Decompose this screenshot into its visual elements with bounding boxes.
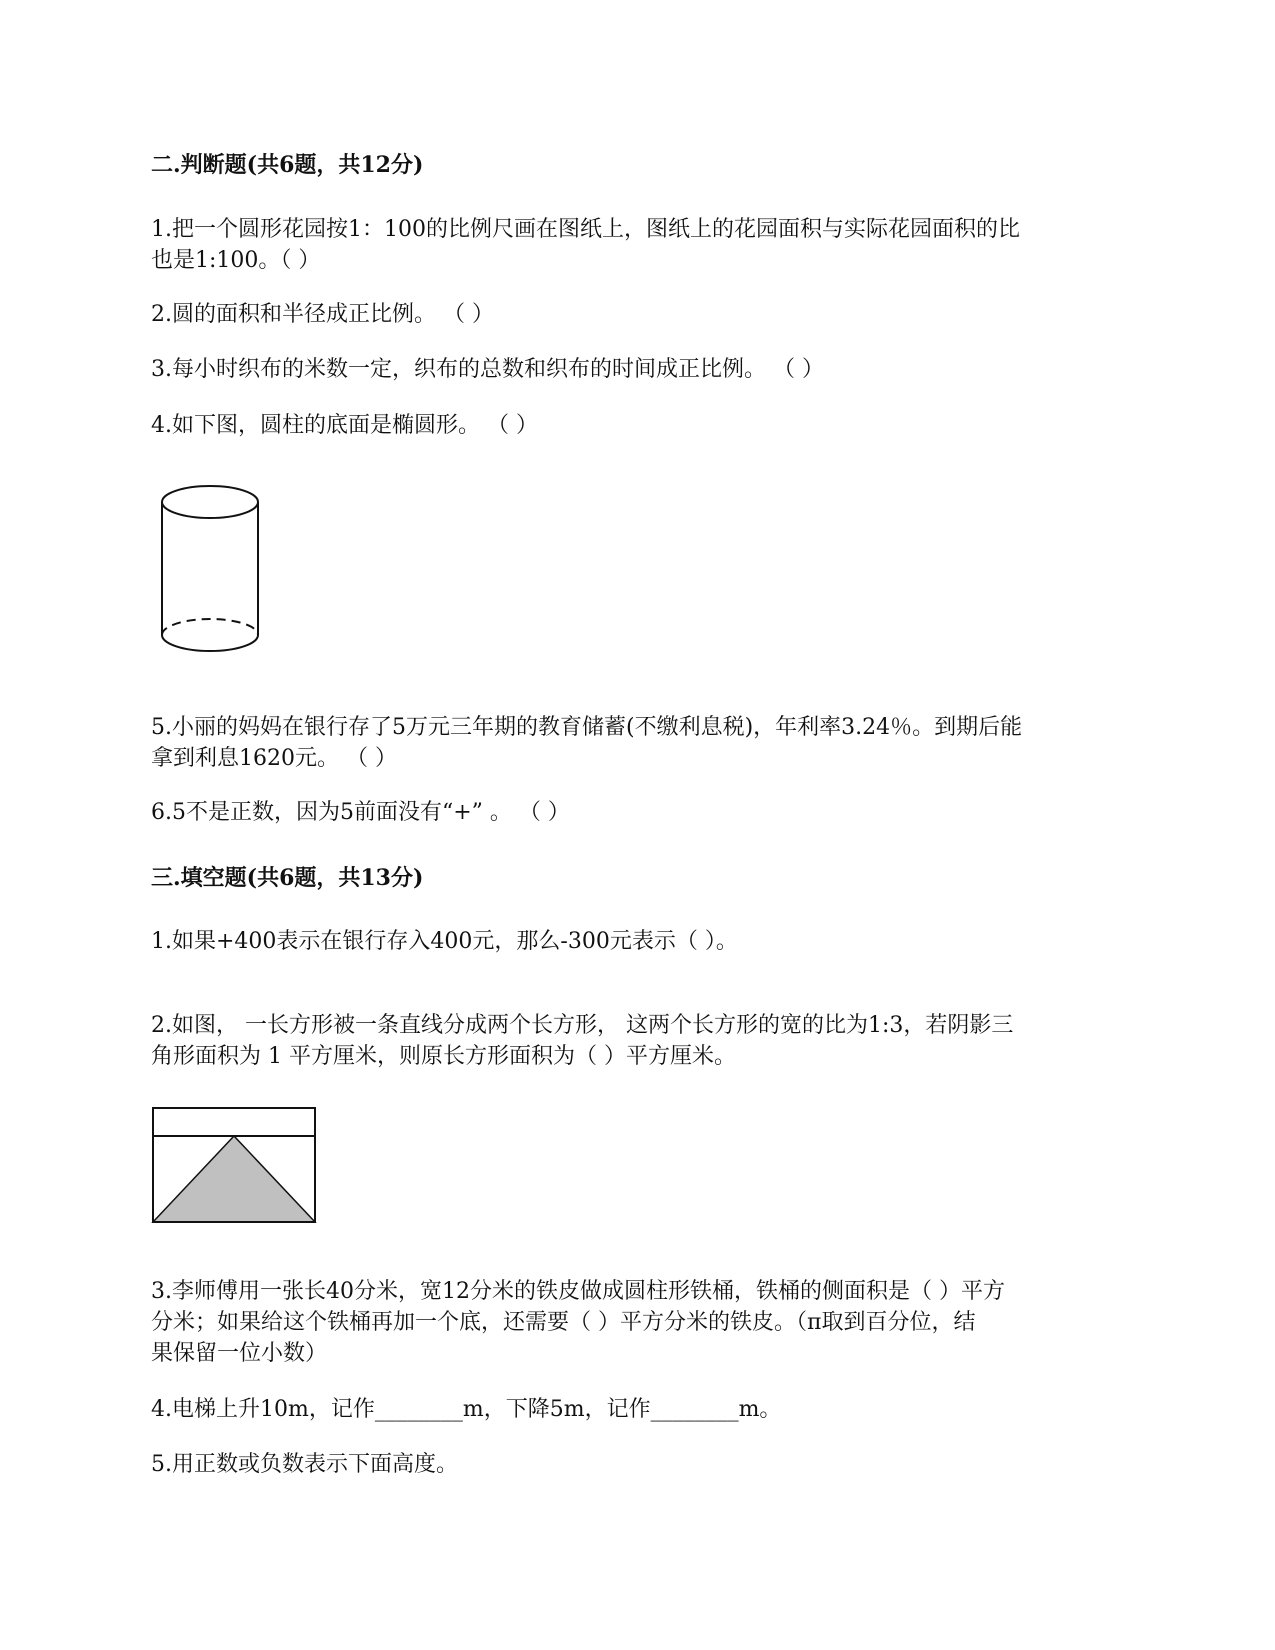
question-text: 5.用正数或负数表示下面高度。 xyxy=(151,1452,458,1477)
question-text: 6.5不是正数，因为5前面没有“+” 。 （ ） xyxy=(151,800,570,825)
shaded-triangle xyxy=(153,1136,315,1222)
question-text: 1.把一个圆形花园按1：100的比例尺画在图纸上，图纸上的花园面积与实际花园面积的比 xyxy=(151,217,1020,242)
question-text: 角形面积为 1 平方厘米，则原长方形面积为（ ）平方厘米。 xyxy=(151,1044,736,1069)
question-text: 4.如下图，圆柱的底面是椭圆形。 （ ） xyxy=(151,413,538,438)
question-text: 拿到利息1620元。 （ ） xyxy=(151,746,397,771)
cylinder-figure xyxy=(150,480,270,660)
rectangle-triangle-figure xyxy=(150,1103,325,1228)
section-heading-judgement: 二.判断题(共6题，共12分) xyxy=(151,152,424,178)
section-heading-fill-in: 三.填空题(共6题，共13分) xyxy=(151,865,424,891)
question-text: 4.电梯上升10m，记作________m，下降5m，记作________m。 xyxy=(151,1397,782,1422)
question-text: 2.如图， 一长方形被一条直线分成两个长方形， 这两个长方形的宽的比为1:3，若阴影三 xyxy=(151,1013,1014,1038)
question-text: 分米；如果给这个铁桶再加一个底，还需要（ ）平方分米的铁皮。（π取到百分位，结 xyxy=(151,1310,976,1335)
question-text: 也是1:100。（ ） xyxy=(151,248,321,273)
question-text: 3.李师傅用一张长40分米，宽12分米的铁皮做成圆柱形铁桶，铁桶的侧面积是（ ）平方 xyxy=(151,1279,1005,1304)
question-text: 2.圆的面积和半径成正比例。 （ ） xyxy=(151,302,494,327)
question-text: 5.小丽的妈妈在银行存了5万元三年期的教育储蓄(不缴利息税)，年利率3.24％。到期后能 xyxy=(151,715,1023,740)
question-text: 3.每小时织布的米数一定，织布的总数和织布的时间成正比例。 （ ） xyxy=(151,357,824,382)
question-text: 果保留一位小数） xyxy=(151,1341,328,1366)
question-text: 1.如果+400表示在银行存入400元，那么-300元表示（ ）。 xyxy=(151,929,738,954)
